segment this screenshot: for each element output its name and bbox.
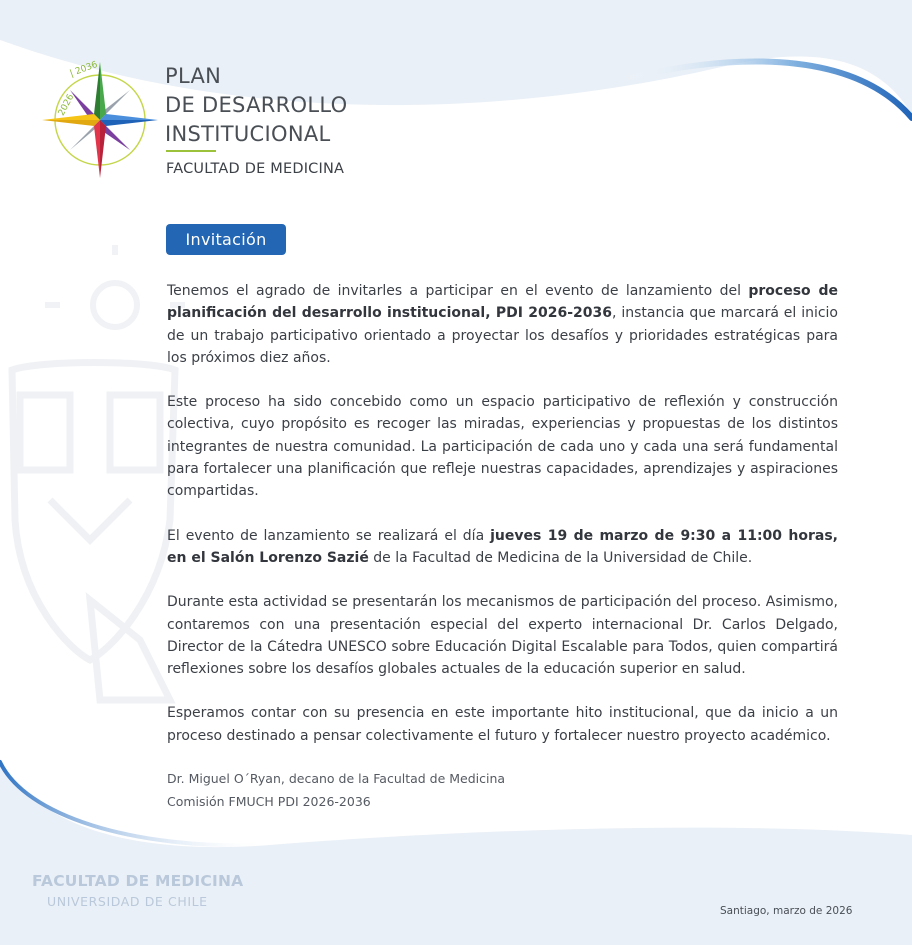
signature-line-1: Dr. Miguel O´Ryan, decano de la Facultad de Medicina <box>167 771 506 786</box>
plan-title-line-1: PLAN <box>165 64 222 88</box>
footer-university: UNIVERSIDAD DE CHILE <box>47 894 208 909</box>
paragraph-3: El evento de lanzamiento se realizará el día jueves 19 de marzo de 9:30 a 11:00 horas, en el Salón Lorenzo Sazié de la Facultad de Medicina de la Universidad de Chile. <box>167 527 838 566</box>
header-faculty: FACULTAD DE MEDICINA <box>166 161 345 177</box>
paragraph-4: Durante esta actividad se presentarán los mecanismos de participación del proceso. Asimismo, contaremos con una presentación especial del experto internacional Dr. Carlos Delgado, Director de la Cátedra UNESCO sobre Educación Digital Escalable para Todos, quien compartirá reflexiones sobre los desafíos globales actuales de la educación superior en salud. <box>167 594 838 678</box>
footer-date: Santiago, marzo de 2026 <box>720 905 853 917</box>
plan-title-line-2: DE DESARROLLO <box>165 93 348 117</box>
invitation-badge: Invitación <box>166 224 286 255</box>
paragraph-5: Esperamos contar con su presencia en este importante hito institucional, que da inicio a un proceso destinado a pensar colectivamente el futuro y fortalecer nuestro proyecto académico. <box>167 705 838 744</box>
plan-title <box>165 62 347 149</box>
signature-block <box>167 767 505 813</box>
footer-brand: FACULTAD DE MEDICINA <box>32 872 244 890</box>
logo-year-start: 2026 <box>56 92 77 118</box>
logo-year-end: | 2036 <box>68 60 100 80</box>
invitation-body <box>167 280 838 769</box>
signature-line-2: Comisión FMUCH PDI 2026-2036 <box>167 794 371 809</box>
paragraph-2: Este proceso ha sido concebido como un espacio participativo de reflexión y construcción colectiva, cuyo propósito es recoger las miradas, experiencias y propuestas de los distintos integrantes de nuestra comunidad. La participación de cada uno y cada una será fundamental para fortalecer una planificación que refleje nuestras capacidades, aprendizajes y aspiraciones compartidas. <box>167 394 838 500</box>
plan-title-line-3: INSTITUCIONAL <box>165 122 331 146</box>
title-divider <box>166 150 216 152</box>
paragraph-1: Tenemos el agrado de invitarles a participar en el evento de lanzamiento del proceso de planificación del desarrollo institucional, PDI 2026-2036, instancia que marcará el inicio de un trabajo participativo orientado a proyectar los desafíos y prioridades estratégicas para los próximos diez años. <box>167 283 838 366</box>
pdi-compass-logo <box>40 60 160 180</box>
